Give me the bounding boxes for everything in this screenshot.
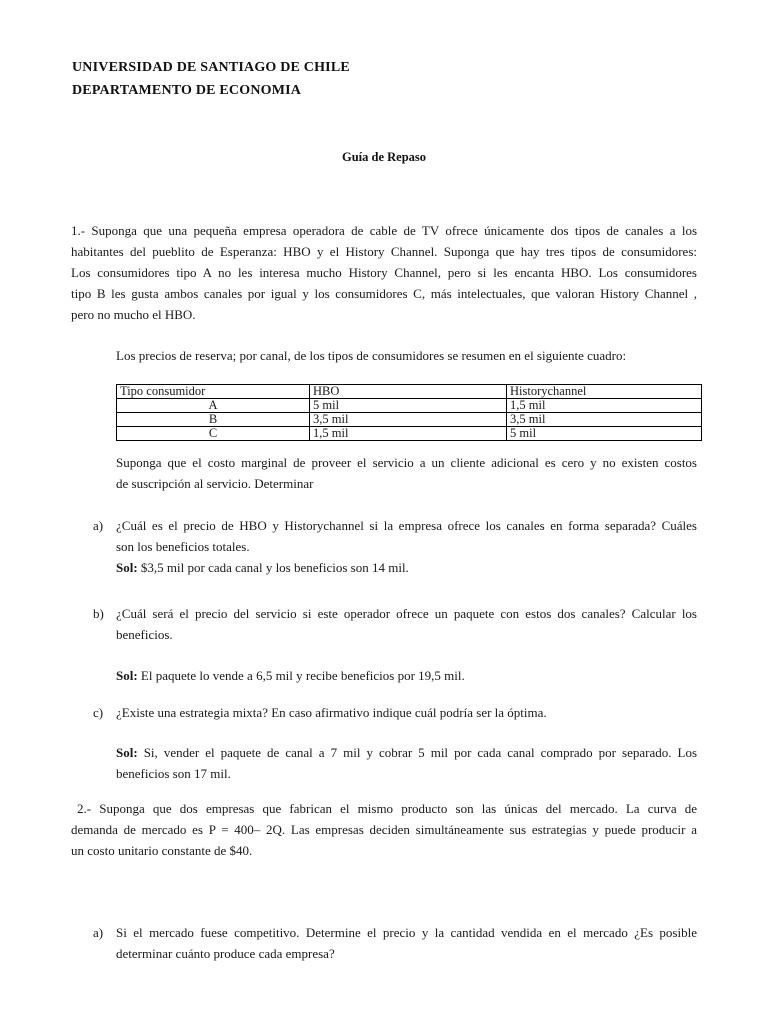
table-cell: B xyxy=(117,413,310,427)
text-line: beneficios son 17 mil. xyxy=(116,766,231,781)
table-cell: A xyxy=(117,399,310,413)
solution-text: $3,5 mil por cada canal y los beneficios son 14 mil. xyxy=(140,560,409,575)
table-row xyxy=(117,413,702,427)
table-cell: 5 mil xyxy=(310,399,507,413)
question-1c xyxy=(116,702,697,723)
text-line: tipo B les gusta ambos canales por igual y los consumidores C, más intelectuales, que valoran History Channel , xyxy=(71,286,697,301)
solution-line xyxy=(116,665,697,686)
question-1b xyxy=(116,603,697,645)
text-line: ¿Cuál es el precio de HBO y Historychannel si la empresa ofrece los canales en forma separada? Cuáles xyxy=(116,518,697,533)
solution-text: Si, vender el paquete de canal a 7 mil y cobrar 5 mil por cada canal comprado por separado. Los xyxy=(143,745,698,760)
item-marker: a) xyxy=(93,518,104,533)
table-cell: 3,5 mil xyxy=(507,413,702,427)
text-line: Si el mercado fuese competitivo. Determine el precio y la cantidad vendida en el mercado ¿Es posible xyxy=(116,925,697,940)
table-cell: 5 mil xyxy=(507,427,702,441)
text-line: de suscripción al servicio. Determinar xyxy=(116,476,314,491)
table-row xyxy=(117,399,702,413)
table-cell: 3,5 mil xyxy=(310,413,507,427)
after-table-text xyxy=(116,452,697,494)
text-line: Los precios de reserva; por canal, de los tipos de consumidores se resumen en el siguiente cuadro: xyxy=(116,348,627,363)
page-title: Guía de Repaso xyxy=(341,150,427,164)
solution-label: Sol: xyxy=(116,668,138,683)
text-line: son los beneficios totales. xyxy=(116,539,250,554)
solution-1b xyxy=(116,665,697,686)
header-cell: Historychannel xyxy=(507,385,702,399)
text-line: pero no mucho el HBO. xyxy=(71,307,196,322)
text-line: 1.- Suponga que una pequeña empresa operadora de cable de TV ofrece únicamente dos tipos de canales a los xyxy=(71,223,697,238)
table-cell: 1,5 mil xyxy=(507,399,702,413)
solution-label: Sol: xyxy=(116,745,138,760)
item-marker: c) xyxy=(93,705,104,720)
text-line: ¿Cuál será el precio del servicio si este operador ofrece un paquete con estos dos canales? Calcular los xyxy=(116,606,697,621)
text-line: un costo unitario constante de $40. xyxy=(71,843,253,858)
table-intro xyxy=(116,345,698,366)
item-marker: b) xyxy=(93,606,104,621)
solution-label: Sol: xyxy=(116,560,138,575)
solution-line xyxy=(116,742,697,763)
text-line: 2.- Suponga que dos empresas que fabrican el mismo producto son las únicas del mercado. La curva de xyxy=(77,801,697,816)
question-2-text xyxy=(71,798,697,861)
text-line: Los consumidores tipo A no les interesa mucho History Channel, pero si les encanta HBO. Los consumidores xyxy=(71,265,697,280)
item-marker: a) xyxy=(93,925,104,940)
text-line: ¿Existe una estrategia mixta? En caso afirmativo indique cuál podría ser la óptima. xyxy=(116,705,547,720)
table-row xyxy=(117,427,702,441)
text-line: determinar cuánto produce cada empresa? xyxy=(116,946,335,961)
question-1-text xyxy=(71,220,697,325)
question-1a xyxy=(116,515,697,578)
text-line: demanda de mercado es P = 400– 2Q. Las empresas deciden simultáneamente sus estrategias y puede producir a xyxy=(71,822,697,837)
text-line: Suponga que el costo marginal de proveer el servicio a un cliente adicional es cero y no existen costos xyxy=(116,455,697,470)
table-cell: C xyxy=(117,427,310,441)
header-cell: HBO xyxy=(310,385,507,399)
table-cell: 1,5 mil xyxy=(310,427,507,441)
text-line: habitantes del pueblito de Esperanza: HBO y el History Channel. Suponga que hay tres tipos de consumidores: xyxy=(71,244,697,259)
question-2a xyxy=(116,922,697,964)
department-name: DEPARTAMENTO DE ECONOMIA xyxy=(72,83,302,98)
solution-text: El paquete lo vende a 6,5 mil y recibe beneficios por 19,5 mil. xyxy=(140,668,465,683)
header-cell: Tipo consumidor xyxy=(117,385,310,399)
text-line: beneficios. xyxy=(116,627,173,642)
solution-line xyxy=(116,557,697,578)
university-name: UNIVERSIDAD DE SANTIAGO DE CHILE xyxy=(72,60,350,75)
table-header-row xyxy=(117,385,702,399)
reservation-price-table xyxy=(116,384,702,441)
solution-1c xyxy=(116,742,697,784)
